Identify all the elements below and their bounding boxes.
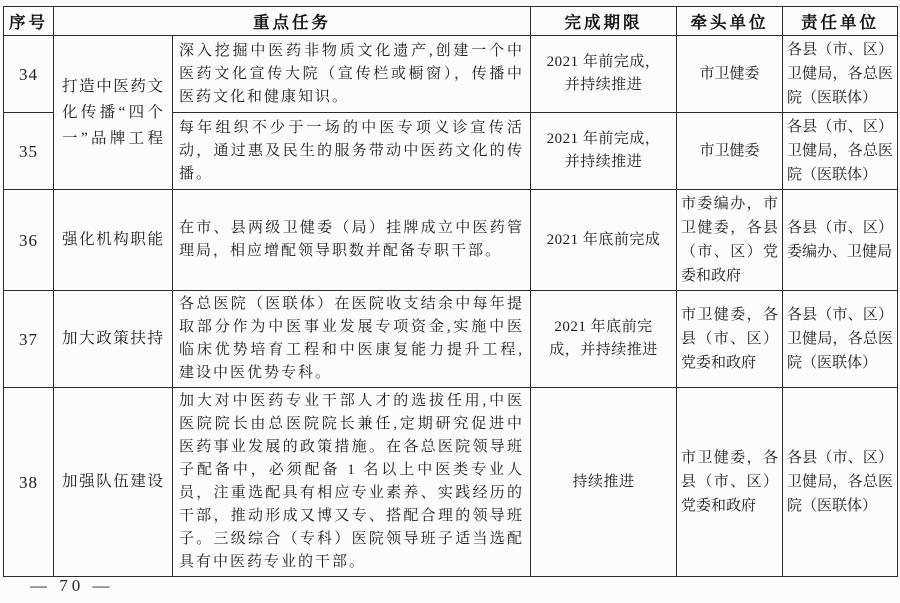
serial-cell: 35 (4, 113, 54, 190)
deadline-cell: 2021 年前完成，并持续推进 (531, 36, 677, 113)
category-cell: 加强队伍建设 (54, 388, 173, 577)
deadline-cell: 2021 年底前完成 (531, 190, 677, 291)
responsible-unit-cell: 各县（市、区）卫健局，各总医院（医联体） (783, 388, 898, 577)
task-cell: 各总医院（医联体）在医院收支结余中每年提取部分作为中医事业发展专项资金,实施中医临床优势培育工程和中医康复能力提升工程,建设中医优势专科。 (173, 291, 531, 388)
task-cell: 在市、县两级卫健委（局）挂牌成立中医药管理局，相应增配领导职数并配备专职干部。 (173, 190, 531, 291)
task-cell: 每年组织不少于一场的中医专项义诊宣传活动，通过惠及民生的服务带动中医药文化的传播。 (173, 113, 531, 190)
responsible-unit-cell: 各县（市、区）卫健局，各总医院（医联体） (783, 291, 898, 388)
deadline-cell: 2021 年前完成，并持续推进 (531, 113, 677, 190)
table-row (4, 190, 898, 291)
task-cell: 深入挖掘中医药非物质文化遗产,创建一个中医药文化宣传大院（宣传栏或橱窗），传播中医药文化和健康知识。 (173, 36, 531, 113)
table-row (4, 388, 898, 577)
serial-cell: 37 (4, 291, 54, 388)
table-row (4, 36, 898, 113)
key-tasks-table (3, 6, 898, 577)
table-header-row (4, 7, 898, 36)
lead-unit-cell: 市卫健委 (677, 36, 783, 113)
header-responsible-unit: 责任单位 (783, 7, 898, 36)
serial-cell: 38 (4, 388, 54, 577)
lead-unit-cell: 市卫健委，各县（市、区）党委和政府 (677, 291, 783, 388)
table-row (4, 291, 898, 388)
responsible-unit-cell: 各县（市、区）委编办、卫健局 (783, 190, 898, 291)
category-cell: 加大政策扶持 (54, 291, 173, 388)
header-deadline: 完成期限 (531, 7, 677, 36)
deadline-cell: 2021 年底前完成，并持续推进 (531, 291, 677, 388)
lead-unit-cell: 市委编办，市卫健委，各县（市、区）党委和政府 (677, 190, 783, 291)
responsible-unit-cell: 各县（市、区）卫健局，各总医院（医联体） (783, 36, 898, 113)
category-cell: 强化机构职能 (54, 190, 173, 291)
serial-cell: 36 (4, 190, 54, 291)
lead-unit-cell: 市卫健委，各县（市、区）党委和政府 (677, 388, 783, 577)
category-cell: 打造中医药文化传播“四个一”品牌工程 (54, 36, 173, 190)
task-cell: 加大对中医药专业干部人才的选拔任用,中医医院院长由总医院院长兼任,定期研究促进中医药事业发展的政策措施。在各总医院领导班子配备中，必须配备 1 名以上中医类专业人员，注重选配具有相应专业素养、实践经历的干部，推动形成又博又专、搭配合理的领导班子。三级综合（专科）医院领导班子适当选配具有中医药专业的干部。 (173, 388, 531, 577)
responsible-unit-cell: 各县（市、区）卫健局，各总医院（医联体） (783, 113, 898, 190)
deadline-cell: 持续推进 (531, 388, 677, 577)
header-lead-unit: 牵头单位 (677, 7, 783, 36)
header-task: 重点任务 (54, 7, 531, 36)
header-serial: 序号 (4, 7, 54, 36)
serial-cell: 34 (4, 36, 54, 113)
lead-unit-cell: 市卫健委 (677, 113, 783, 190)
page-number: — 70 — (30, 576, 114, 595)
